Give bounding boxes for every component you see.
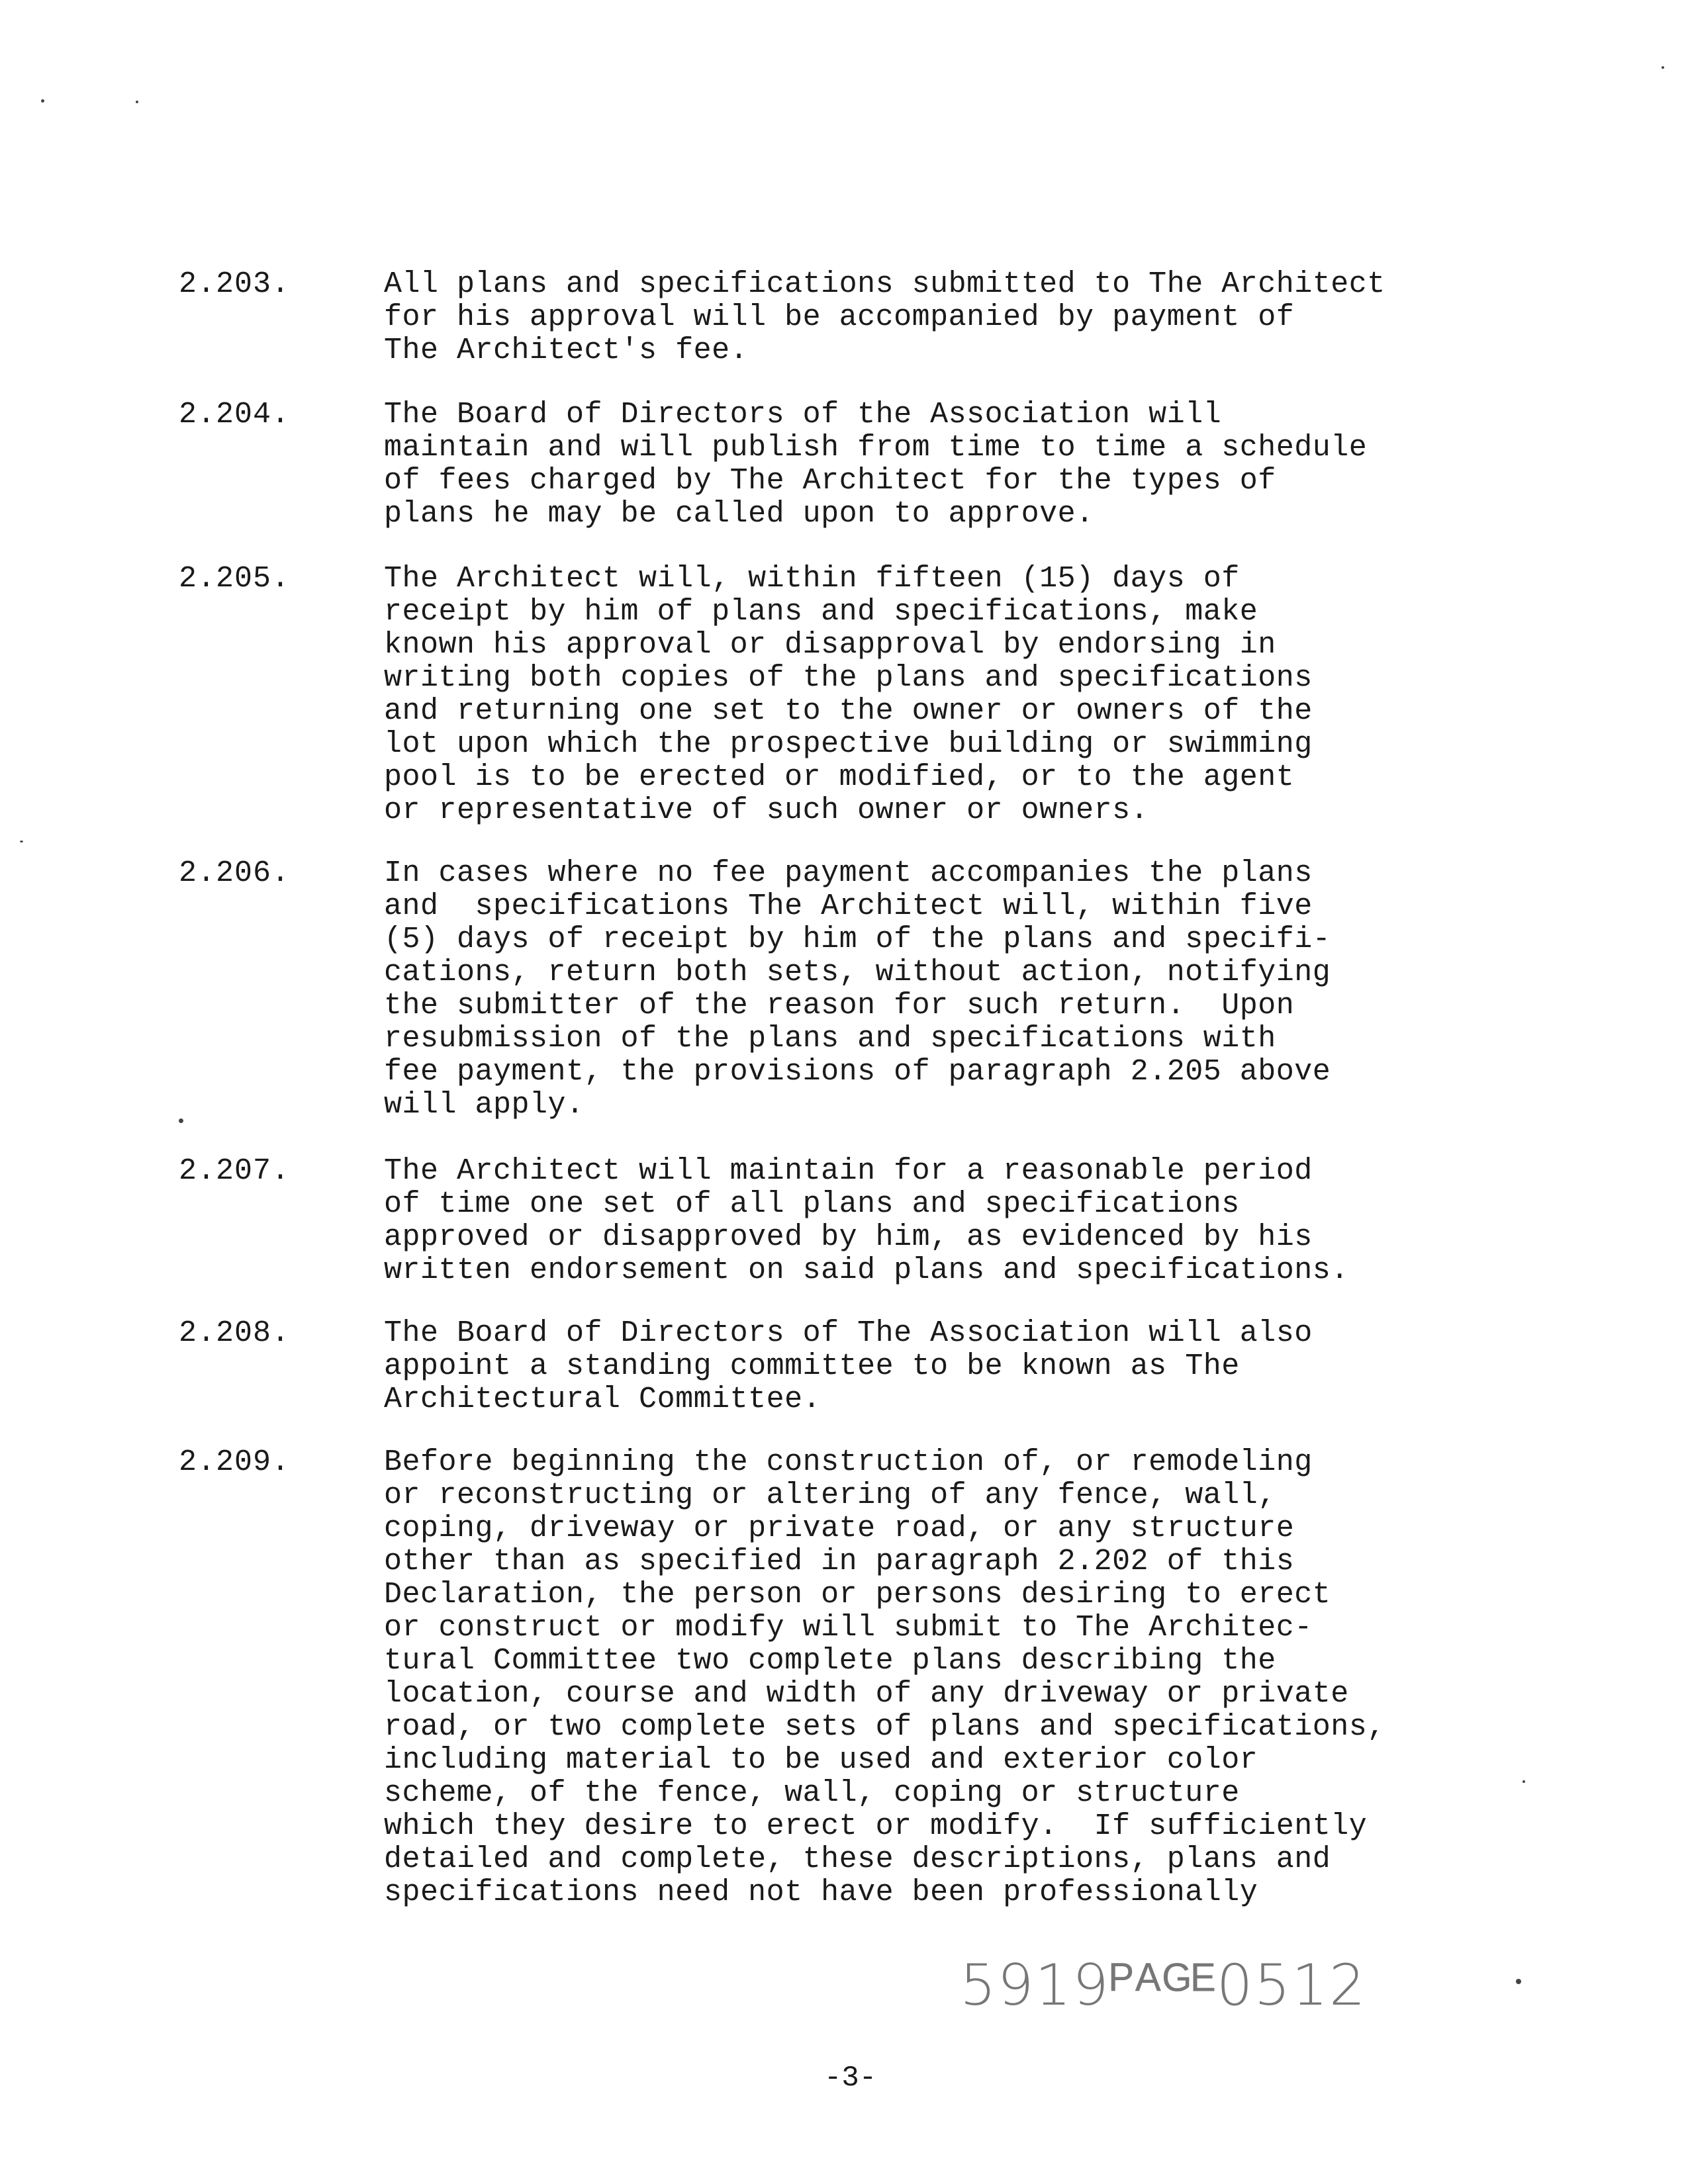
text-line: coping, driveway or private road, or any structure (384, 1512, 1295, 1545)
paragraph-number: 2.206. (179, 856, 291, 890)
text-line: The Architect's fee. (384, 334, 749, 367)
text-line: will apply. (384, 1088, 585, 1122)
paragraph-number: 2.209. (179, 1445, 291, 1479)
paragraph-number: 2.203. (179, 267, 291, 301)
paragraph-text (384, 398, 1509, 531)
text-line: resubmission of the plans and specifications with (384, 1022, 1276, 1056)
paragraph-number: 2.208. (179, 1316, 291, 1350)
paragraph-text (384, 1446, 1509, 1909)
scan-speck (1516, 1979, 1521, 1984)
paragraph-text (384, 1155, 1509, 1287)
text-line: receipt by him of plans and specifications, make (384, 595, 1258, 629)
text-line: pool is to be erected or modified, or to the agent (384, 760, 1295, 794)
paragraph-text (384, 268, 1509, 367)
text-line: or reconstructing or altering of any fence, wall, (384, 1479, 1276, 1512)
text-line: detailed and complete, these descriptions, plans and (384, 1843, 1331, 1876)
text-line: plans he may be called upon to approve. (384, 497, 1094, 531)
paragraph-text (384, 857, 1509, 1122)
text-line: scheme, of the fence, wall, coping or structure (384, 1776, 1240, 1810)
text-line: appoint a standing committee to be known as The (384, 1349, 1240, 1383)
text-line: which they desire to erect or modify. If sufficiently (384, 1809, 1368, 1843)
text-line: road, or two complete sets of plans and specifications, (384, 1710, 1385, 1744)
text-line: maintain and will publish from time to time a schedule (384, 431, 1368, 465)
text-line: of fees charged by The Architect for the types of (384, 464, 1276, 498)
text-line: (5) days of receipt by him of the plans and specifi- (384, 923, 1331, 956)
paragraph-number: 2.207. (179, 1154, 291, 1188)
text-line: known his approval or disapproval by endorsing in (384, 628, 1276, 662)
text-line: The Architect will, within fifteen (15) days of (384, 562, 1240, 596)
scan-speck (41, 99, 44, 103)
text-line: specifications need not have been professionally (384, 1876, 1258, 1909)
text-line: or construct or modify will submit to The Architec- (384, 1611, 1313, 1645)
text-line: fee payment, the provisions of paragraph 2.205 above (384, 1055, 1331, 1089)
text-line: All plans and specifications submitted to The Architect (384, 267, 1385, 301)
text-line: other than as specified in paragraph 2.202 of this (384, 1545, 1295, 1578)
text-line: writing both copies of the plans and specifications (384, 661, 1313, 695)
paragraph-number: 2.205. (179, 562, 291, 596)
recording-stamp: 5919ᴾᴬᴳᴱ0512 (960, 1952, 1367, 2019)
text-line: for his approval will be accompanied by payment of (384, 300, 1295, 334)
page-number: -3- (824, 2062, 877, 2095)
text-line: the submitter of the reason for such return. Upon (384, 989, 1295, 1023)
scan-speck (136, 101, 138, 103)
scan-speck (179, 1118, 183, 1123)
text-line: and specifications The Architect will, within five (384, 889, 1313, 923)
text-line: The Board of Directors of The Association will also (384, 1316, 1313, 1350)
text-line: Architectural Committee. (384, 1383, 821, 1416)
text-line: and returning one set to the owner or owners of the (384, 694, 1313, 728)
text-line: lot upon which the prospective building or swimming (384, 727, 1313, 761)
text-line: Before beginning the construction of, or remodeling (384, 1445, 1313, 1479)
text-line: written endorsement on said plans and specifications. (384, 1253, 1349, 1287)
text-line: location, course and width of any driveway or private (384, 1677, 1349, 1711)
text-line: The Board of Directors of the Association will (384, 398, 1222, 432)
scan-speck (1523, 1780, 1525, 1783)
text-line: The Architect will maintain for a reasonable period (384, 1154, 1313, 1188)
text-line: of time one set of all plans and specifications (384, 1187, 1240, 1221)
paragraph-text (384, 563, 1509, 827)
text-line: including material to be used and exterior color (384, 1743, 1258, 1777)
scan-speck (1662, 66, 1664, 69)
text-line: Declaration, the person or persons desiring to erect (384, 1578, 1331, 1612)
scan-speck (20, 841, 23, 842)
paragraph-number: 2.204. (179, 398, 291, 432)
text-line: tural Committee two complete plans describing the (384, 1644, 1276, 1678)
paragraph-text (384, 1317, 1509, 1416)
text-line: or representative of such owner or owners. (384, 794, 1149, 827)
text-line: approved or disapproved by him, as evidenced by his (384, 1220, 1313, 1254)
text-line: In cases where no fee payment accompanies the plans (384, 856, 1313, 890)
text-line: cations, return both sets, without action, notifying (384, 956, 1331, 989)
